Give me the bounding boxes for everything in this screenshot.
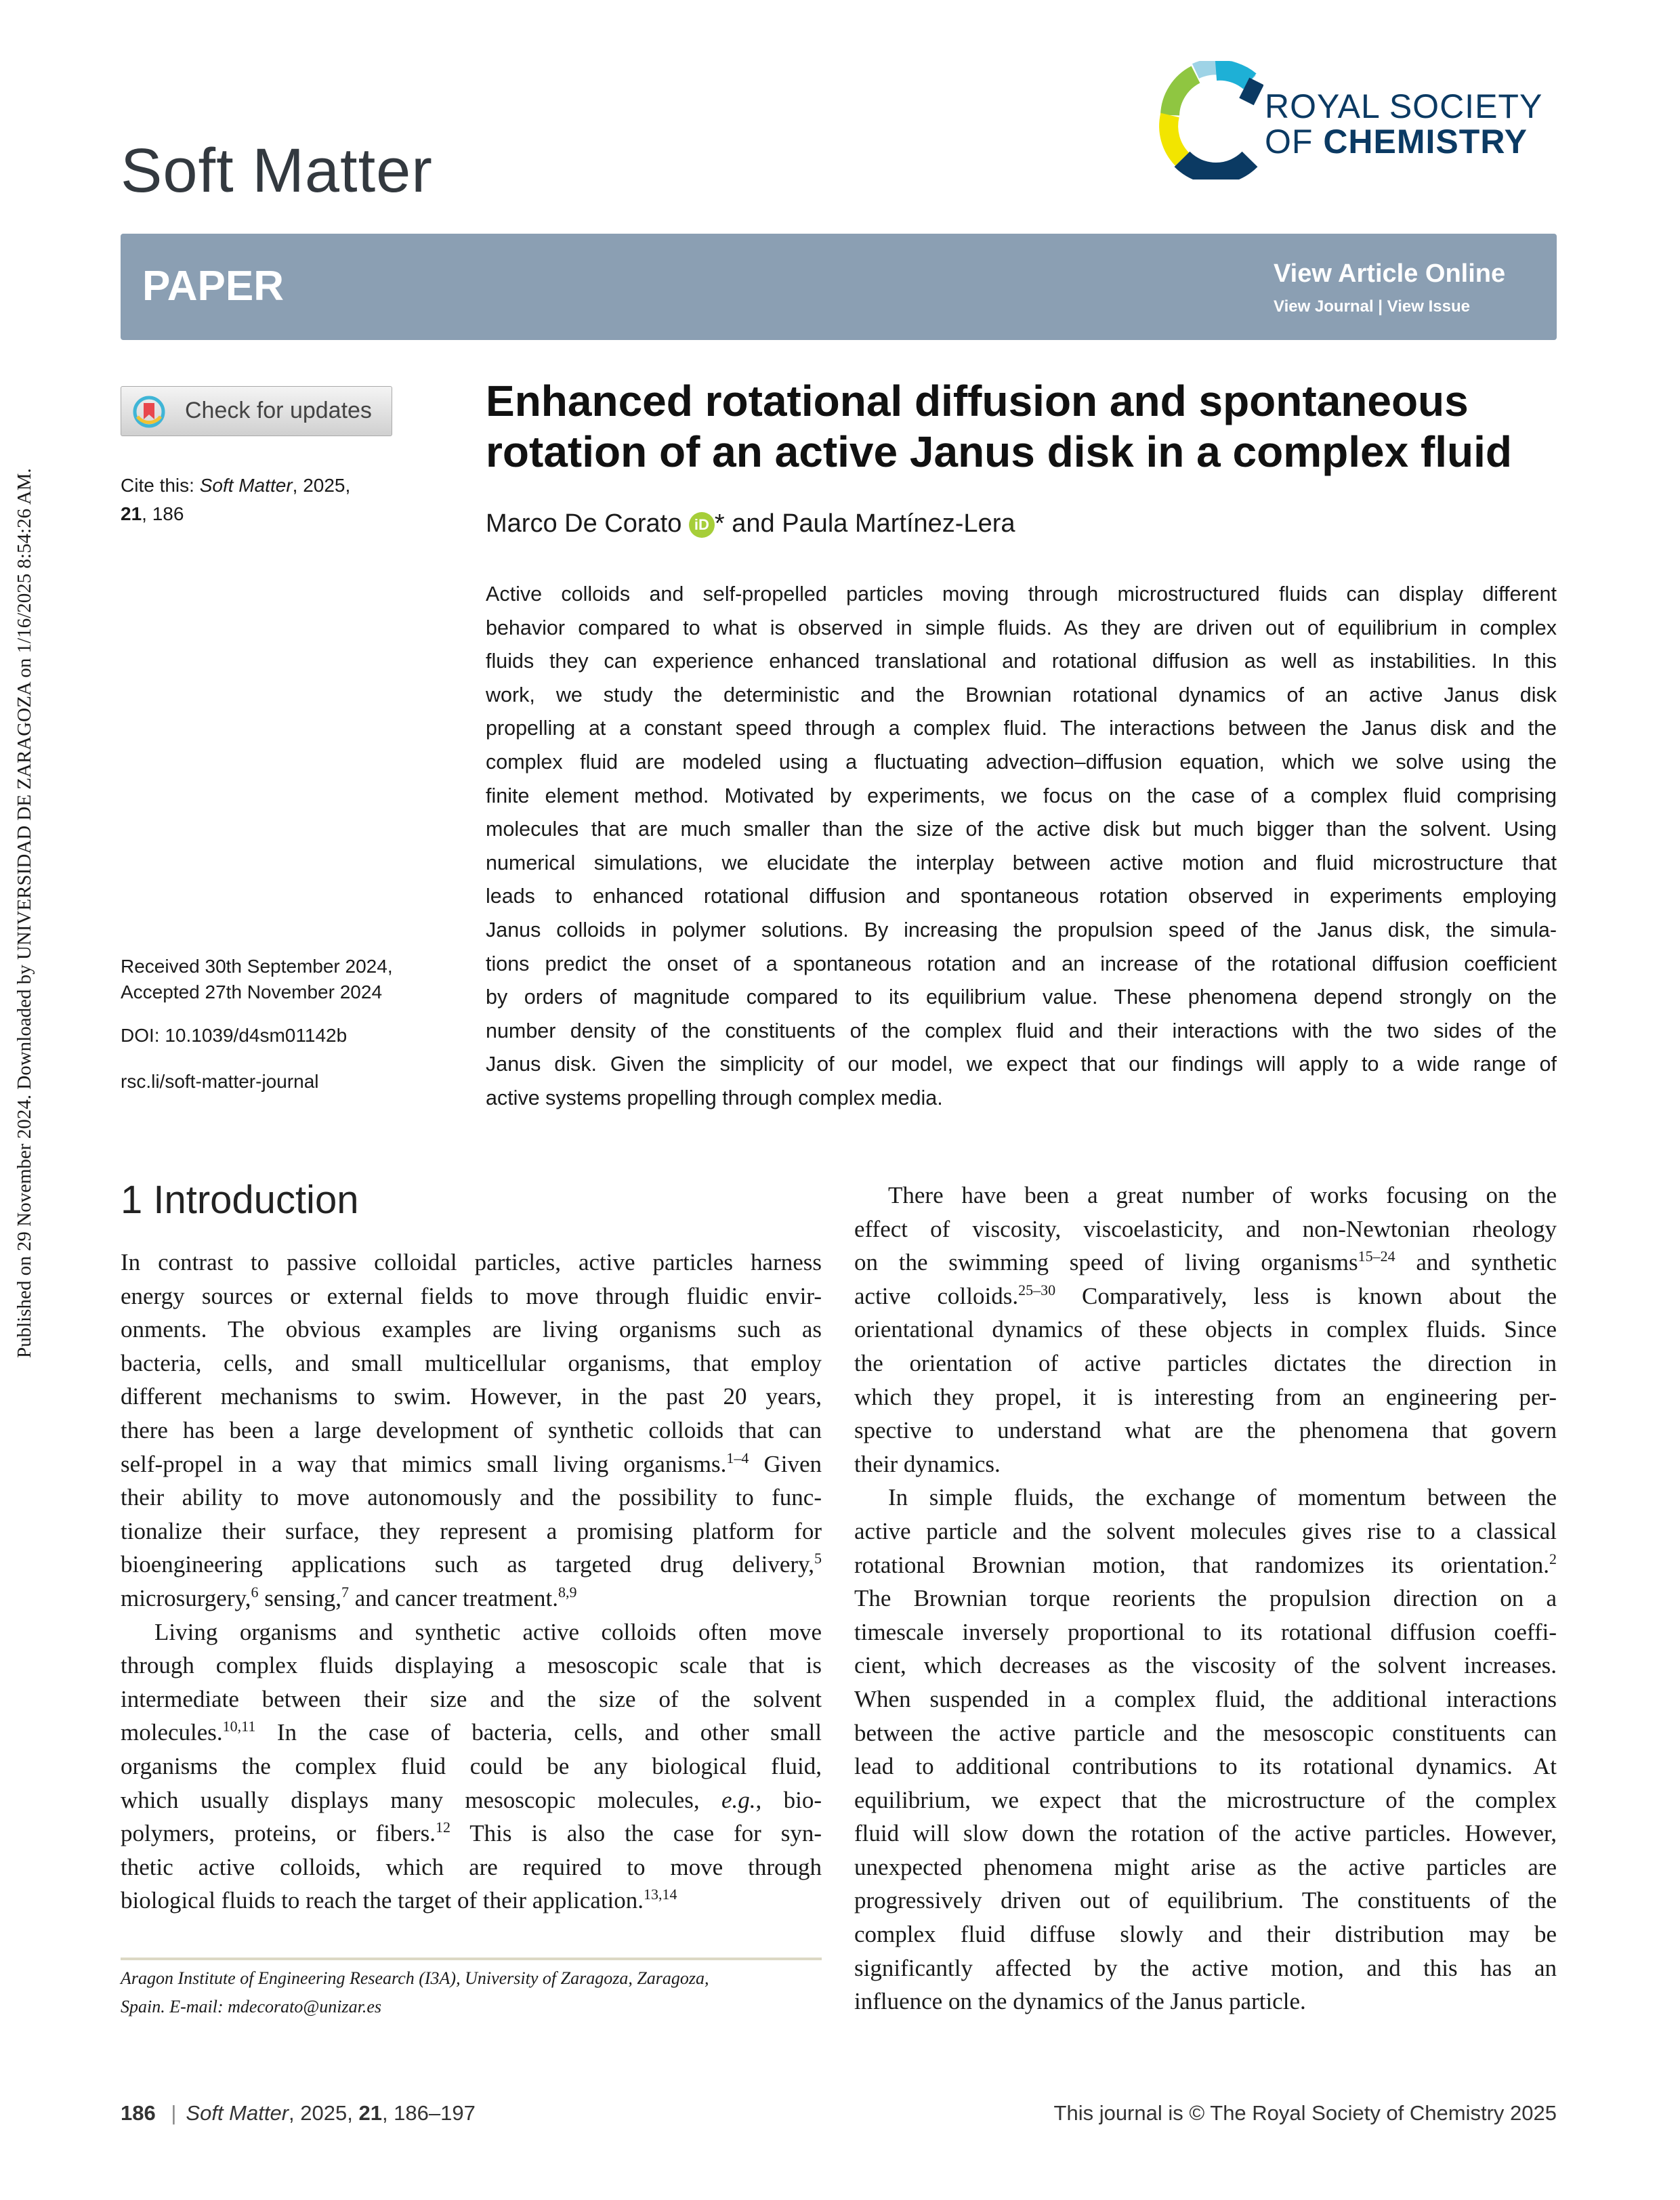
text: In the case of bacteria, cells, and other small [255,1719,822,1746]
article-title: Enhanced rotational diffusion and spontaneous rotation of an active Janus disk in a complex fluid [486,377,1512,476]
text: organisms the complex fluid could be any biological fluid, [121,1752,822,1779]
text: the orientation of active particles dictates the direction in [854,1349,1557,1376]
text: which they propel, it is interesting from an engineering per- [854,1383,1557,1410]
section-heading-introduction: 1 Introduction [121,1178,359,1222]
doi[interactable]: DOI: 10.1039/d4sm01142b [121,1025,348,1046]
italic-text: e.g. [721,1786,756,1813]
text: between the active particle and the mesoscopic constituents can [854,1719,1557,1746]
text: tionalize their surface, they represent a promising platform for [121,1517,822,1544]
text: cient, which decreases as the viscosity of the solvent increases. [854,1652,1557,1679]
body-line [854,1918,1557,1951]
text: Janus colloids in polymer solutions. By increasing the propulsion speed of the Janus disk, the simula- [486,918,1557,942]
text: , bio- [755,1786,822,1813]
citation-ref[interactable]: 15–24 [1358,1248,1395,1265]
text: Active colloids and self-propelled particles moving through microstructured fluids can display different [486,583,1557,606]
body-line [854,1649,1557,1683]
body-line [121,1683,822,1716]
cite-journal: Soft Matter [199,475,293,496]
text: molecules that are much smaller than the size of the active disk but much bigger than the solvent. Using [486,818,1557,841]
crossmark-icon [132,395,166,429]
text: complex fluid are modeled using a fluctuating advection–diffusion equation, which we solve using the [486,750,1557,774]
text: work, we study the deterministic and the Brownian rotational dynamics of an active Janus disk [486,683,1557,706]
text: behavior compared to what is observed in simple fluids. As they are driven out of equilibrium in complex [486,616,1557,639]
text: on the swimming speed of living organisms [854,1249,1358,1276]
text: complex fluid diffuse slowly and their distribution may be [854,1921,1557,1948]
text: bioengineering applications such as targeted drug delivery, [121,1551,814,1578]
body-line [121,1649,822,1683]
body-line [121,1481,822,1515]
body-line [854,1347,1557,1380]
text: In simple fluids, the exchange of momentum between the [888,1484,1557,1511]
citation-ref[interactable]: 8,9 [558,1583,577,1601]
text: leads to enhanced rotational diffusion and spontaneous rotation observed in experiments employing [486,885,1557,908]
text: polymers, proteins, or fibers. [121,1820,436,1847]
footnote-divider [121,1958,822,1960]
abstract-line [486,981,1557,1015]
text: effect of viscosity, viscoelasticity, and non-Newtonian rheology [854,1215,1557,1242]
abstract-line [486,1015,1557,1049]
authors [486,509,1015,538]
logo-line1: ROYAL SOCIETY [1265,87,1543,125]
body-line [121,1279,822,1313]
article-meta [121,954,393,1095]
footer-volume: 21 [358,2101,382,2125]
text: Living organisms and synthetic active colloids often move [154,1618,822,1645]
citation-ref[interactable]: 10,11 [222,1718,256,1735]
text: unexpected phenomena might arise as the active particles are [854,1853,1557,1880]
abstract-line [486,914,1557,948]
corresponding-mark: * [714,509,725,538]
body-line [121,1414,822,1447]
copyright: This journal is © The Royal Society of Chemistry 2025 [1053,2101,1557,2125]
body-line [121,1615,822,1649]
text: The Brownian torque reorients the propulsion direction on a [854,1585,1557,1612]
text: fluids they can experience enhanced translational and rotational diffusion as well as instabilities. In this [486,650,1557,673]
view-journal-link[interactable]: View Journal [1274,297,1374,316]
text: progressively driven out of equilibrium. The constituents of the [854,1887,1557,1914]
download-watermark: Published on 29 November 2024. Downloaded by UNIVERSIDAD DE ZARAGOZA on 1/16/2025 8:54:26 AM. [14,468,35,1358]
text: biological fluids to reach the target of their application. [121,1887,644,1914]
received-date: Received 30th September 2024, [121,956,393,977]
text: tions predict the onset of a spontaneous rotation and an increase of the rotational diffusion coefficient [486,952,1557,975]
check-for-updates-button[interactable] [121,386,392,436]
accepted-date: Accepted 27th November 2024 [121,981,383,1002]
body-line [854,1683,1557,1716]
body-line [121,1548,822,1582]
abstract-line [486,645,1557,679]
text: timescale inversely proportional to its rotational diffusion coeffi- [854,1618,1557,1645]
rsc-logo[interactable] [1155,61,1561,179]
citation-ref[interactable]: 1–4 [726,1449,749,1466]
text: significantly affected by the active motion, and this has an [854,1954,1557,1981]
text: and synthetic [1395,1249,1557,1276]
logo-line2-prefix: OF [1265,123,1324,161]
logo-line2-bold: CHEMISTRY [1323,123,1528,161]
body-line [854,1179,1557,1212]
text: This is also the case for syn- [450,1820,822,1847]
text: Given [749,1450,822,1477]
text: influence on the dynamics of the Janus particle. [854,1988,1306,2015]
text: There have been a great number of works focusing on the [888,1182,1557,1208]
body-line [854,1380,1557,1414]
text: propelling at a constant speed through a complex fluid. The interactions between the Janus disk and the [486,717,1557,740]
text: When suspended in a complex fluid, the additional interactions [854,1685,1557,1712]
journal-title: Soft Matter [121,136,433,205]
abstract-line [486,1082,1557,1116]
body-line [854,1615,1557,1649]
citation-ref[interactable]: 6 [251,1583,259,1601]
body-line [854,1951,1557,1985]
body-line [121,1750,822,1783]
journal-url[interactable]: rsc.li/soft-matter-journal [121,1071,319,1092]
text: onments. The obvious examples are living organisms such as [121,1316,822,1343]
abstract-line [486,578,1557,612]
cite-page: , 186 [142,503,184,524]
body-line [854,1246,1557,1279]
body-line [121,1783,822,1817]
footer-year: , 2025, [289,2101,359,2125]
text: by orders of magnitude compared to its equilibrium value. These phenomena depend strongly on the [486,986,1557,1009]
abstract-line [486,880,1557,914]
body-line [854,1582,1557,1615]
cite-volume: 21 [121,503,142,524]
text: intermediate between their size and the size of the solvent [121,1685,822,1712]
body-line [854,1279,1557,1313]
text: active particle and the solvent molecules gives rise to a classical [854,1517,1557,1544]
footer-separator: | [171,2101,177,2125]
link-separator: | [1378,297,1383,316]
text: self-propel in a way that mimics small living organisms. [121,1450,727,1477]
right-column [854,1179,1557,2018]
text: Comparatively, less is known about the [1055,1282,1557,1309]
text: fluid will slow down the rotation of the active particles. However, [854,1820,1557,1847]
body-line [121,1716,822,1750]
affiliation-footnote [121,1964,822,2021]
body-line [121,1582,822,1615]
body-line [854,1850,1557,1884]
text: bacteria, cells, and small multicellular organisms, that employ [121,1349,822,1376]
abstract-line [486,1048,1557,1082]
text: molecules. [121,1719,223,1746]
footer-pages: , 186–197 [381,2101,476,2125]
text: finite element method. Motivated by experiments, we focus on the case of a complex fluid comprising [486,784,1557,807]
text: equilibrium, we expect that the microstructure of the complex [854,1786,1557,1813]
article-type: PAPER [142,263,285,310]
citation-ref[interactable]: 13,14 [644,1886,677,1903]
left-column [121,1246,822,1918]
text: energy sources or external fields to move through fluidic envir- [121,1282,822,1309]
abstract [486,578,1557,1116]
view-article-online-link[interactable]: View Article Online [1274,259,1506,288]
body-line [121,1246,822,1279]
body-line [121,1515,822,1548]
check-for-updates-label: Check for updates [185,398,372,423]
citation-ref[interactable]: 12 [435,1819,450,1836]
body-line [121,1380,822,1414]
text: In contrast to passive colloidal particles, active particles harness [121,1249,822,1275]
text: microsurgery, [121,1584,251,1611]
body-line [121,1447,822,1481]
citation [121,471,405,528]
abstract-line [486,813,1557,847]
footnote-line: Aragon Institute of Engineering Research (I3A), University of Zaragoza, Zaragoza, [121,1968,709,1988]
body-line [854,1548,1557,1582]
abstract-line [486,948,1557,981]
text: active colloids. [854,1282,1019,1309]
text: active systems propelling through complex media. [486,1086,943,1109]
body-line [854,1414,1557,1447]
rsc-logo-icon [1155,61,1263,179]
citation-ref[interactable]: 7 [341,1583,349,1601]
text: their ability to move autonomously and the possibility to func- [121,1484,822,1511]
body-line [121,1347,822,1380]
body-line [854,1716,1557,1750]
abstract-line [486,746,1557,780]
citation-ref[interactable]: 5 [814,1550,822,1567]
text: rotational Brownian motion, that randomizes its orientation. [854,1551,1549,1578]
body-line [854,1985,1557,2018]
text: numerical simulations, we elucidate the interplay between active motion and fluid microstructure that [486,851,1557,874]
text: sensing, [258,1584,341,1611]
text: Janus disk. Given the simplicity of our model, we expect that our findings will apply to a wide range of [486,1053,1557,1076]
page-footer [121,2101,1557,2125]
orcid-icon[interactable]: iD [689,512,715,538]
article-type-banner [121,234,1557,340]
body-line [854,1884,1557,1918]
text: there has been a large development of synthetic colloids that can [121,1416,822,1443]
text: different mechanisms to swim. However, in the past 20 years, [121,1383,822,1410]
abstract-line [486,847,1557,881]
cite-year: , 2025, [292,475,351,496]
citation-ref[interactable]: 25–30 [1018,1281,1056,1298]
text: orientational dynamics of these objects in complex fluids. Since [854,1316,1557,1343]
cite-label: Cite this: [121,475,200,496]
text: thetic active colloids, which are required to move through [121,1853,822,1880]
text: and cancer treatment. [348,1584,558,1611]
abstract-line [486,780,1557,813]
author-1: Marco De Corato [486,509,682,538]
footer-journal: Soft Matter [186,2101,289,2125]
abstract-line [486,612,1557,646]
body-line [854,1783,1557,1817]
text: their dynamics. [854,1450,1001,1477]
view-issue-link[interactable]: View Issue [1387,297,1470,316]
abstract-line [486,679,1557,713]
body-line [854,1750,1557,1783]
body-line [121,1850,822,1884]
author-2: and Paula Martínez-Lera [724,509,1015,538]
text: which usually displays many mesoscopic molecules, [121,1786,721,1813]
body-line [854,1481,1557,1515]
body-line [854,1817,1557,1850]
body-line [121,1817,822,1850]
body-line [854,1313,1557,1347]
footnote-line: Spain. E-mail: mdecorato@unizar.es [121,1997,381,2016]
body-line [121,1313,822,1347]
body-line [854,1515,1557,1548]
text: through complex fluids displaying a mesoscopic scale that is [121,1652,822,1679]
body-line [854,1212,1557,1246]
citation-ref[interactable]: 2 [1549,1550,1557,1567]
text: lead to additional contributions to its rotational dynamics. At [854,1753,1557,1780]
text: number density of the constituents of the complex fluid and their interactions with the two sides of the [486,1019,1557,1042]
abstract-line [486,712,1557,746]
text: spective to understand what are the phenomena that govern [854,1417,1557,1444]
body-line [854,1447,1557,1481]
body-line [121,1884,822,1918]
page-number: 186 [121,2101,156,2125]
